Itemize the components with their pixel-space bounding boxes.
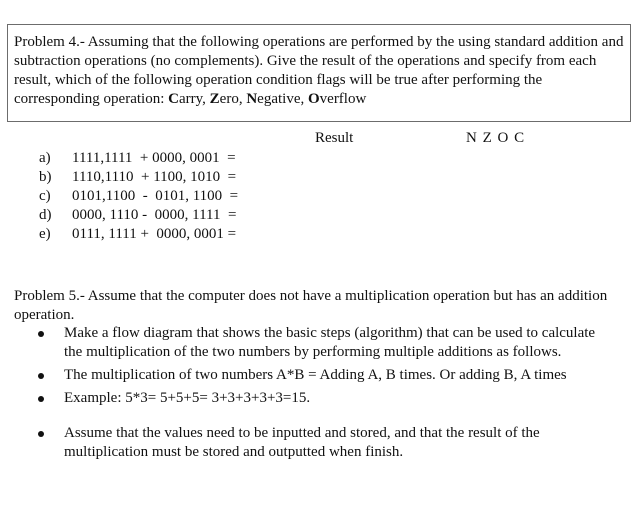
bullet-item — [14, 366, 614, 385]
bullet-dot-icon — [38, 431, 44, 437]
operation-expression: 1110,1110 + 1100, 1010 = — [72, 169, 237, 185]
p4-carry-initial: C — [168, 91, 179, 107]
problem-5-intro: Problem 5.- Assume that the computer does not have a multiplication operation but has an addition operation. — [14, 288, 608, 323]
operation-b — [39, 168, 238, 187]
problem-5-bullets — [14, 324, 614, 466]
operation-label: c) — [39, 188, 51, 204]
p4-text-part: egative, — [257, 91, 308, 107]
operation-label: e) — [39, 226, 51, 242]
operation-label: b) — [39, 169, 52, 185]
operations-list — [39, 149, 238, 244]
bullet-text: Example: 5*3= 5+5+5= 3+3+3+3+3=15. — [64, 390, 311, 406]
operation-e — [39, 225, 238, 244]
bullet-dot-icon — [38, 331, 44, 337]
bullet-dot-icon — [38, 373, 44, 379]
operation-d — [39, 206, 238, 225]
operation-expression: 1111,1111 + 0000, 0001 = — [72, 150, 236, 166]
flags-column-header: N Z O C — [466, 130, 526, 146]
operation-expression: 0000, 1110 - 0000, 1111 = — [72, 207, 237, 223]
p4-text-part: arry, — [178, 91, 210, 107]
operation-expression: 0111, 1111 + 0000, 0001 = — [72, 226, 237, 242]
p4-text-part: ero, — [219, 91, 247, 107]
operation-c — [39, 187, 238, 206]
problem-4-text — [14, 33, 626, 109]
p4-zero-initial: Z — [209, 91, 220, 107]
bullet-text: The multiplication of two numbers A*B = Adding A, B times. Or adding B, A times — [64, 367, 567, 383]
bullet-text: Make a flow diagram that shows the basic steps (algorithm) that can be used to calculate the multiplication of the two numbers by performing multiple additions as follows. — [64, 325, 596, 360]
p4-overflow-initial: O — [307, 91, 320, 107]
p4-text-part: verflow — [319, 91, 367, 107]
p4-negative-initial: N — [246, 91, 258, 107]
bullet-text: Assume that the values need to be inputted and stored, and that the result of the multiplication must be stored and outputted when finish. — [64, 425, 540, 460]
bullet-dot-icon — [38, 396, 44, 402]
bullet-item — [14, 324, 614, 362]
operation-label: a) — [39, 150, 51, 166]
operation-label: d) — [39, 207, 52, 223]
p4-text-part: Problem 4.- Assuming that the following operations are performed by the using standard addition and subtraction operations (no complements). Give the result of the operations and specify from each result, which of the following operation condition flags will be true after performing the corresponding operation: — [14, 34, 624, 107]
operation-expression: 0101,1100 - 0101, 1100 = — [72, 188, 239, 204]
bullet-item — [14, 424, 614, 462]
operation-a — [39, 149, 238, 168]
bullet-item — [14, 389, 614, 408]
result-column-header: Result — [315, 130, 354, 146]
